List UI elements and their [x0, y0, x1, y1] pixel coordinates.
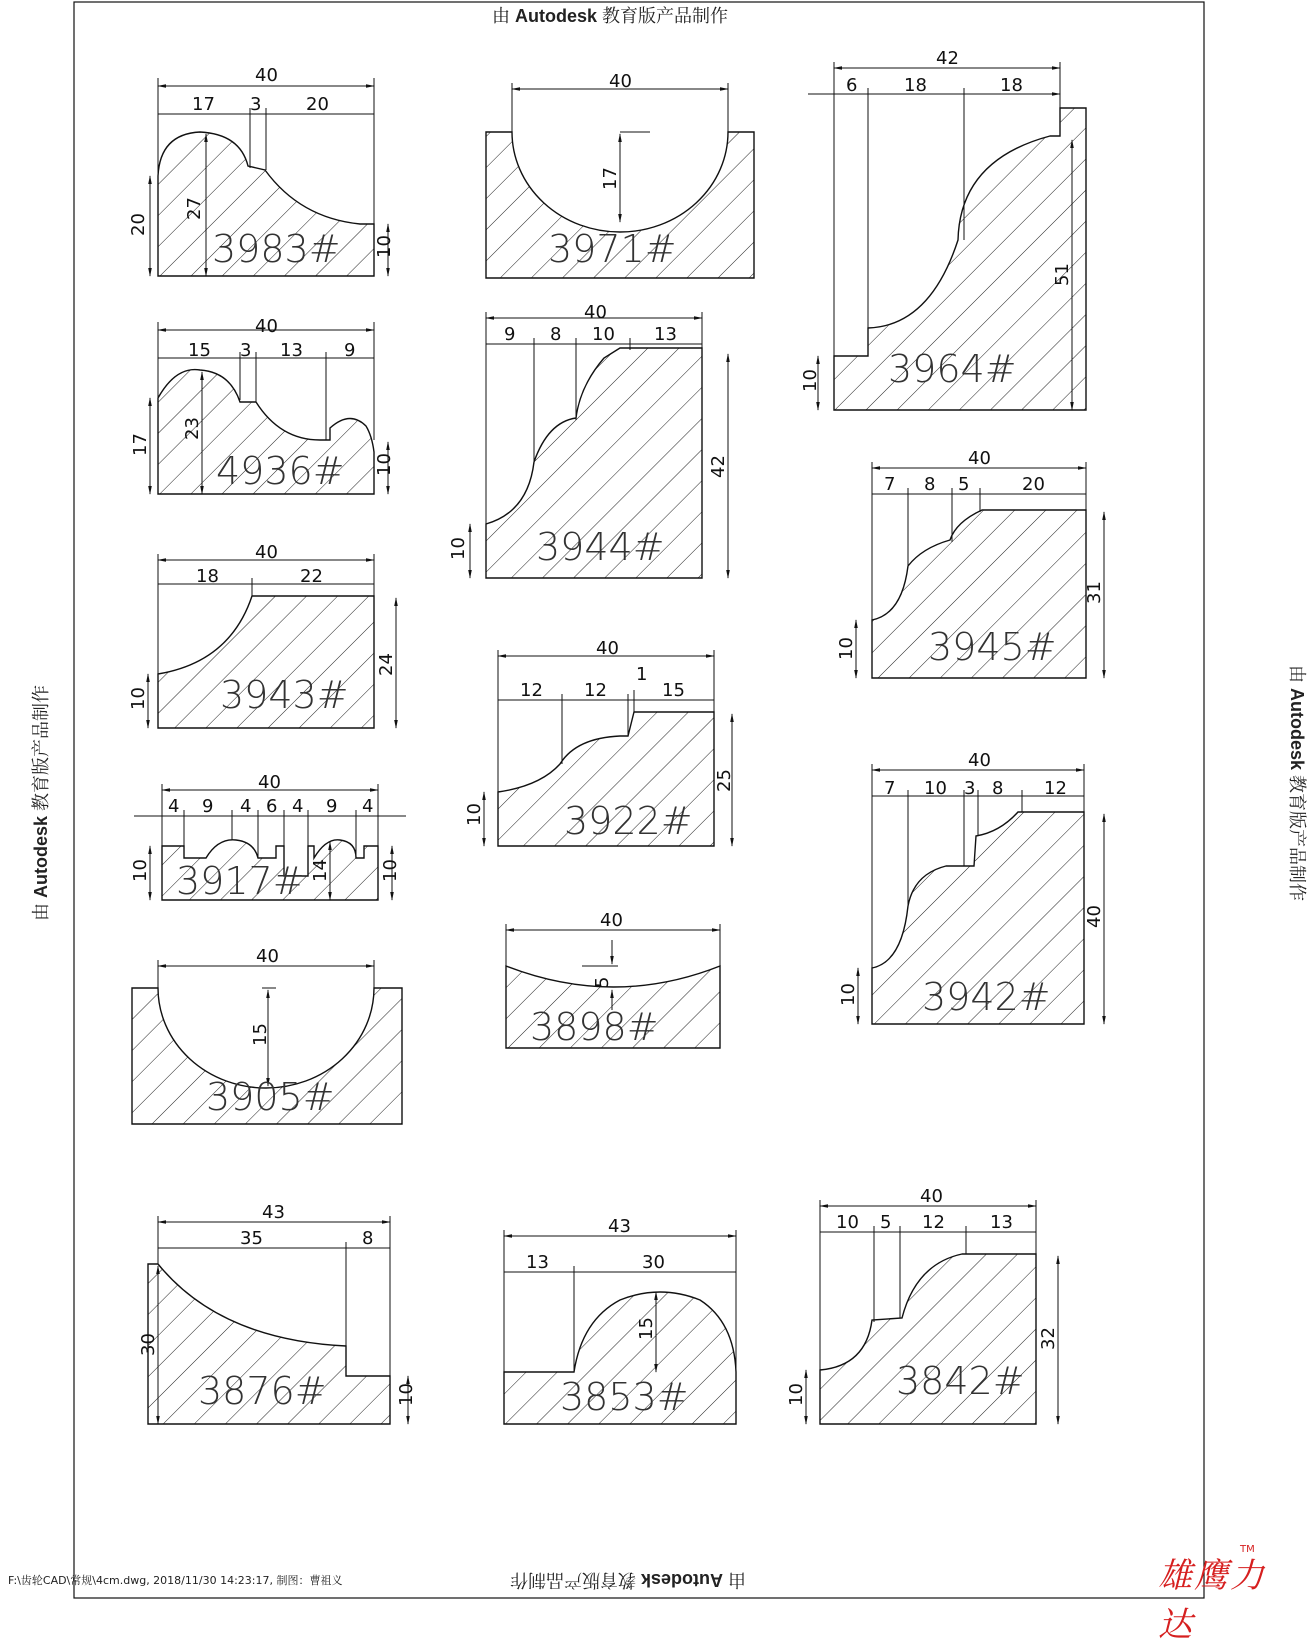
profile-id: 3983# [212, 227, 341, 271]
profile-id: 3942# [922, 975, 1051, 1019]
dim-w1: 7 [884, 778, 896, 799]
dim-w1: 15 [188, 340, 211, 361]
dim-mid-h: 14 [310, 859, 331, 882]
dim-w1: 9 [504, 324, 516, 345]
dim-w3: 18 [1000, 75, 1023, 96]
dim-total: 40 [968, 750, 991, 771]
profile-id: 3876# [198, 1369, 327, 1413]
watermark-left: 由 Autodesk 教育版产品制作 [31, 684, 52, 922]
dim-total: 40 [255, 542, 278, 563]
dim-peak-h: 27 [184, 197, 205, 220]
dim-peak-h: 23 [182, 417, 203, 440]
dim-w1: 12 [520, 680, 543, 701]
dim-left-h: 10 [838, 983, 859, 1006]
profile-3943 [128, 542, 397, 728]
dim-total: 40 [258, 772, 281, 793]
dim-height: 24 [376, 653, 397, 676]
dim-w2: 30 [642, 1252, 665, 1273]
dim-height: 51 [1052, 263, 1073, 286]
dim-w2: 10 [924, 778, 947, 799]
profile-3898 [506, 910, 720, 1049]
dim-total: 40 [920, 1186, 943, 1207]
dim-w2: 3 [240, 340, 252, 361]
dim-right-h: 10 [380, 859, 401, 882]
trademark-mark: TM [1240, 1544, 1255, 1555]
profile-id: 3917# [176, 859, 305, 903]
dim-w2: 9 [202, 796, 214, 817]
dim-w1: 7 [884, 474, 896, 495]
profile-3876 [138, 1202, 417, 1424]
watermark-bottom: 由 Autodesk 教育版产品制作 [510, 1570, 747, 1590]
dim-total: 40 [609, 71, 632, 92]
dim-w4: 6 [266, 796, 278, 817]
dim-w2: 5 [880, 1212, 892, 1233]
profile-id: 4936# [216, 449, 345, 493]
dim-w1: 6 [846, 75, 858, 96]
dim-w5: 4 [292, 796, 304, 817]
profile-4936 [130, 316, 395, 494]
profile-id: 3905# [206, 1075, 335, 1119]
profile-3942 [838, 750, 1105, 1024]
dim-w1: 18 [196, 566, 219, 587]
dim-height: 42 [708, 455, 729, 478]
dim-total: 40 [596, 638, 619, 659]
file-info: F:\齿轮CAD\常规\4cm.dwg, 2018/11/30 14:23:17, 制图：曹祖义 [8, 1574, 343, 1587]
dim-w4: 8 [992, 778, 1004, 799]
dim-left-h: 10 [786, 1383, 807, 1406]
profile-id: 3898# [530, 1005, 659, 1049]
dim-w2: 3 [250, 94, 262, 115]
dim-height: 32 [1038, 1327, 1059, 1350]
brand-logo: 雄鹰力达 [1158, 1556, 1266, 1645]
dim-w3: 3 [964, 778, 976, 799]
dim-left-h: 10 [464, 803, 485, 826]
dim-left-h: 10 [448, 537, 469, 560]
dim-w4: 20 [1022, 474, 1045, 495]
profile-3922 [464, 638, 735, 846]
dim-left-h: 17 [130, 433, 151, 456]
dim-w3: 4 [240, 796, 252, 817]
dim-w1: 35 [240, 1228, 263, 1249]
profile-id: 3971# [548, 227, 677, 271]
dim-w1: 4 [168, 796, 180, 817]
dim-w4: 13 [654, 324, 677, 345]
dim-w1: 17 [192, 94, 215, 115]
profile-3853 [504, 1216, 736, 1424]
profile-id: 3943# [220, 673, 349, 717]
dim-total: 40 [968, 448, 991, 469]
dim-left-h: 20 [128, 213, 149, 236]
dim-w1: 13 [526, 1252, 549, 1273]
profile-3964 [800, 48, 1086, 410]
dim-w2: 8 [362, 1228, 374, 1249]
dim-w5: 12 [1044, 778, 1067, 799]
dim-w2: 18 [904, 75, 927, 96]
dim-w3: 5 [958, 474, 970, 495]
dim-w4: 13 [990, 1212, 1013, 1233]
profile-3917 [130, 772, 406, 903]
dim-left-h: 10 [800, 369, 821, 392]
dim-w3: 10 [592, 324, 615, 345]
dim-depth: 15 [250, 1023, 271, 1046]
profile-id: 3944# [536, 525, 665, 569]
dim-total: 42 [936, 48, 959, 69]
dim-total: 40 [600, 910, 623, 931]
profile-3905 [132, 946, 402, 1124]
dim-w3: 13 [280, 340, 303, 361]
watermark-right: 由 Autodesk 教育版产品制作 [1287, 664, 1308, 902]
dim-w2: 12 [584, 680, 607, 701]
dim-w2: 8 [550, 324, 562, 345]
profile-3945 [836, 448, 1105, 678]
dim-height: 30 [138, 1333, 159, 1356]
dim-bump-h: 15 [636, 1317, 657, 1340]
dim-right-h: 10 [374, 453, 395, 476]
dim-total: 40 [256, 946, 279, 967]
watermark-top: 由 Autodesk 教育版产品制作 [492, 6, 729, 26]
profile-3842 [786, 1186, 1059, 1424]
dim-left-h: 10 [836, 637, 857, 660]
profile-id: 3964# [888, 347, 1017, 391]
dim-height: 40 [1084, 905, 1105, 928]
profile-id: 3853# [560, 1375, 689, 1419]
dim-w4: 15 [662, 680, 685, 701]
dim-depth: 5 [592, 976, 613, 988]
dim-total: 43 [262, 1202, 285, 1223]
dim-right-h: 10 [374, 235, 395, 258]
dim-depth: 17 [600, 167, 621, 190]
profile-3971 [486, 71, 754, 278]
profile-3983 [128, 65, 395, 276]
dim-total: 40 [584, 302, 607, 323]
dim-w3: 20 [306, 94, 329, 115]
profile-id: 3842# [896, 1359, 1025, 1403]
dim-w4: 9 [344, 340, 356, 361]
dim-w3: 12 [922, 1212, 945, 1233]
profile-id: 3945# [928, 625, 1057, 669]
dim-total: 40 [255, 316, 278, 337]
dim-height: 31 [1084, 581, 1105, 604]
dim-left-h: 10 [130, 859, 151, 882]
dim-right-h: 10 [396, 1383, 417, 1406]
dim-w3: 1 [636, 664, 648, 685]
profile-3944 [448, 302, 729, 578]
dim-total: 43 [608, 1216, 631, 1237]
dim-w7: 4 [362, 796, 374, 817]
dim-height: 25 [714, 769, 735, 792]
dim-w2: 22 [300, 566, 323, 587]
dim-w1: 10 [836, 1212, 859, 1233]
profile-id: 3922# [564, 799, 693, 843]
dim-left-h: 10 [128, 687, 149, 710]
dim-w6: 9 [326, 796, 338, 817]
dim-total: 40 [255, 65, 278, 86]
dim-w2: 8 [924, 474, 936, 495]
